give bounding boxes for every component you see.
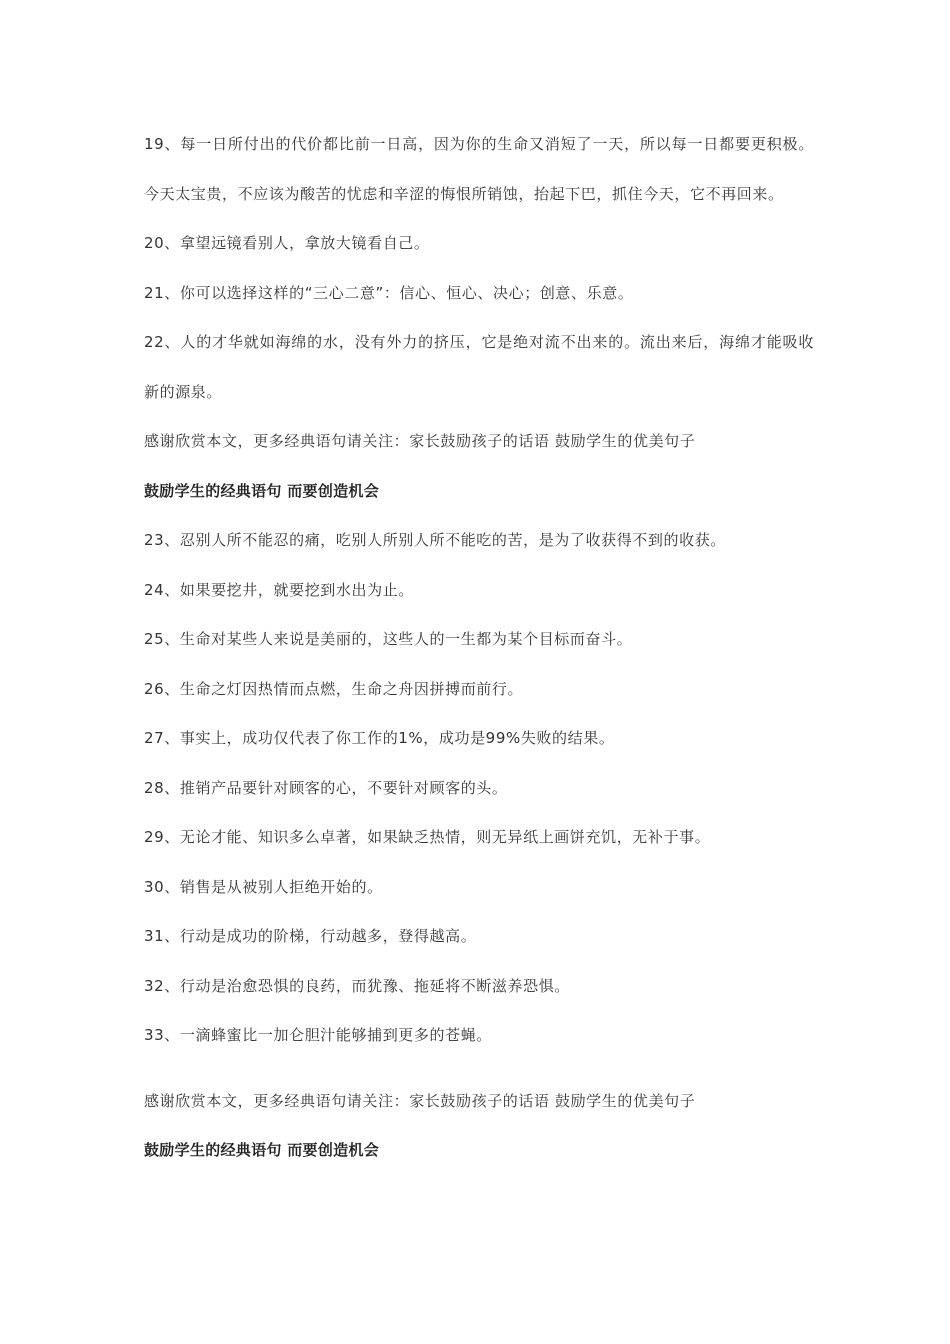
quote-21: 21、你可以选择这样的“三心二意”：信心、恒心、决心；创意、乐意。: [144, 283, 634, 302]
quote-33: 33、一滴蜂蜜比一加仑胆汁能够捕到更多的苍蝇。: [144, 1026, 492, 1044]
quote-20: 20、拿望远镜看别人，拿放大镜看自己。: [144, 234, 430, 252]
quote-32: 32、行动是治愈恐惧的良药，而犹豫、拖延将不断滋养恐惧。: [144, 976, 570, 995]
quote-26: 26、生命之灯因热情而点燃，生命之舟因拼搏而前行。: [144, 679, 524, 698]
quote-29: 29、无论才能、知识多么卓著，如果缺乏热情，则无异纸上画饼充饥，无补于事。: [144, 828, 711, 846]
thanks-note: 感谢欣赏本文，更多经典语句请关注：家长鼓励孩子的话语 鼓励学生的优美句子: [144, 432, 696, 450]
quote-19: 19、每一日所付出的代价都比前一日高，因为你的生命又消短了一天，所以每一日都要更积极。今天太宝贵，不应该为酸苦的忧虑和辛涩的悔恨所销蚀，抬起下巴，抓住今天，它不再回来。: [144, 135, 814, 203]
quote-24: 24、如果要挖井，就要挖到水出为止。: [144, 580, 414, 599]
quote-31: 31、行动是成功的阶梯，行动越多，登得越高。: [144, 927, 477, 945]
section-heading: 鼓励学生的经典语句 而要创造机会: [144, 481, 380, 500]
section-heading-2: 鼓励学生的经典语句 而要创造机会: [144, 1141, 380, 1159]
quote-28: 28、推销产品要针对顾客的心，不要针对顾客的头。: [144, 778, 508, 797]
quote-30: 30、销售是从被别人拒绝开始的。: [144, 877, 383, 896]
thanks-note-2: 感谢欣赏本文，更多经典语句请关注：家长鼓励孩子的话语 鼓励学生的优美句子: [144, 1091, 696, 1110]
quote-23: 23、忍别人所不能忍的痛，吃别人所别人所不能吃的苦，是为了收获得不到的收获。: [144, 531, 726, 549]
document-page: [144, 120, 814, 1176]
quote-27: 27、事实上，成功仅代表了你工作的1%，成功是99%失败的结果。: [144, 729, 615, 747]
quote-22: 22、人的才华就如海绵的水，没有外力的挤压，它是绝对流不出来的。流出来后，海绵才能吸收新的源泉。: [144, 333, 814, 401]
quote-25: 25、生命对某些人来说是美丽的，这些人的一生都为某个目标而奋斗。: [144, 630, 633, 648]
